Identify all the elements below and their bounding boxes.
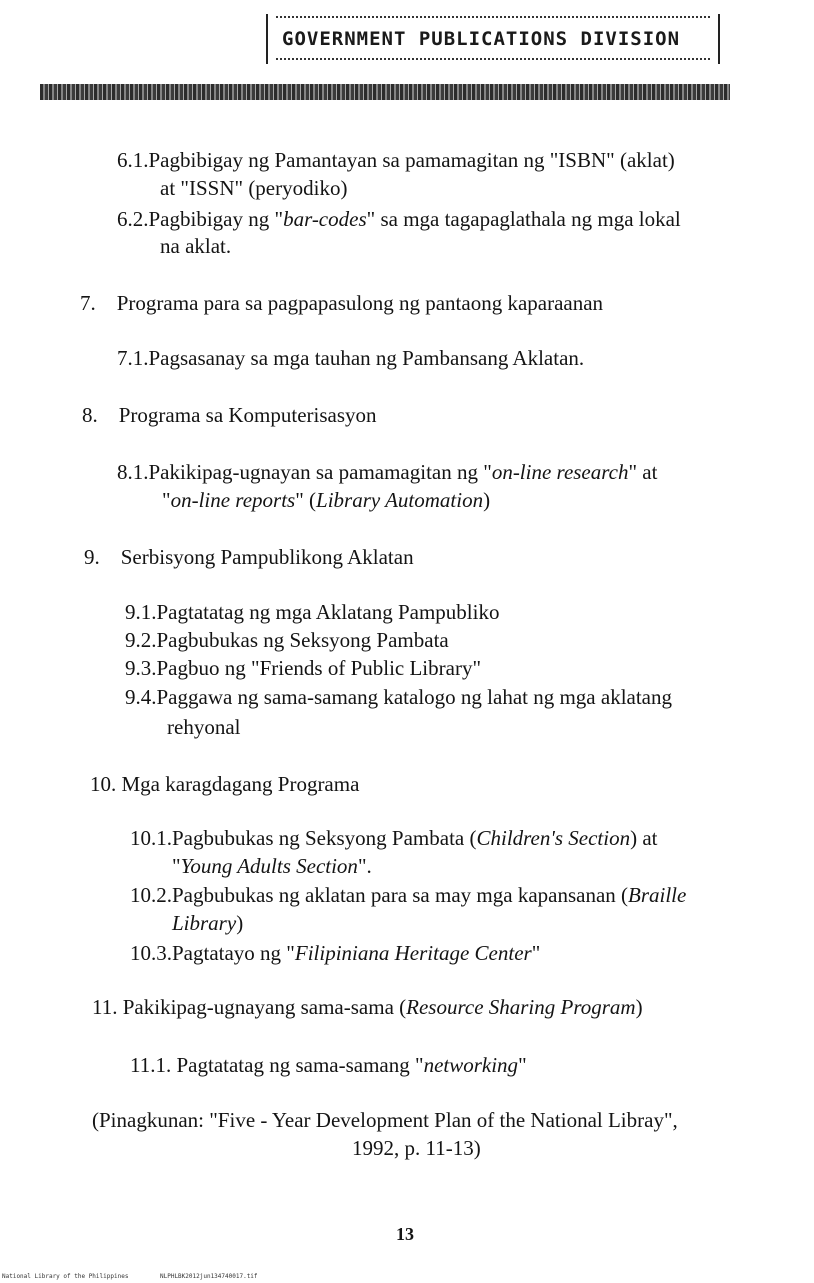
item-text: Pagbubukas ng Seksyong Pambata ( — [172, 826, 477, 850]
item-9-2 — [125, 627, 449, 653]
item-number: 9.3. — [125, 656, 157, 680]
item-text-italic: on-line research — [491, 460, 629, 484]
item-10-1 — [130, 825, 658, 851]
item-number: 10.1. — [130, 826, 172, 850]
government-publications-stamp — [266, 14, 720, 64]
item-8-1 — [117, 459, 657, 485]
item-6-1 — [117, 147, 675, 173]
item-text-italic: networking — [423, 1053, 519, 1077]
item-10-2-cont — [172, 910, 243, 936]
item-number: 8.1. — [117, 460, 149, 484]
stamp-top-rule — [276, 16, 710, 18]
item-text-italic: Resource Sharing Program — [406, 995, 636, 1019]
item-text: " at — [628, 460, 658, 484]
stamp-bottom-rule — [276, 58, 710, 60]
item-number: 11. — [92, 995, 118, 1019]
item-number: 10.3. — [130, 941, 172, 965]
item-text-italic: on-line reports — [170, 488, 296, 512]
item-number: 7.1. — [117, 346, 149, 370]
item-text-italic: Young Adults Section — [180, 854, 358, 878]
item-number: 10.2. — [130, 883, 172, 907]
item-text-italic: Library — [172, 911, 237, 935]
item-text-italic: Filipiniana Heritage Center — [294, 941, 532, 965]
item-text: Pagtatatag ng sama-samang " — [176, 1053, 424, 1077]
item-number: 7. — [80, 291, 96, 315]
item-text: ) — [483, 488, 491, 512]
item-text: Programa sa Komputerisasyon — [118, 403, 377, 427]
item-text: ) at — [630, 826, 658, 850]
item-text: Pakikipag-ugnayang sama-sama ( — [122, 995, 407, 1019]
item-text: ) — [236, 911, 244, 935]
item-text: Programa para sa pagpapasulong ng pantaong kaparaanan — [116, 291, 604, 315]
source-citation-line-1 — [92, 1107, 678, 1133]
item-text: na aklat. — [160, 234, 232, 258]
item-text: Paggawa ng sama-samang katalogo ng lahat ng mga aklatang — [156, 685, 673, 709]
item-text: Pagsasanay sa mga tauhan ng Pambansang Aklatan. — [148, 346, 585, 370]
source-text: 1992, p. 11-13) — [352, 1136, 481, 1160]
item-text: Mga karagdagang Programa — [121, 772, 360, 796]
item-text: Pagbubukas ng aklatan para sa may mga kapansanan ( — [172, 883, 629, 907]
item-10-3 — [130, 940, 540, 966]
item-text: Serbisyong Pampublikong Aklatan — [120, 545, 414, 569]
item-6-2 — [117, 206, 681, 232]
item-text-italic: Children's Section — [476, 826, 631, 850]
item-text: rehyonal — [167, 715, 241, 739]
item-9-3 — [125, 655, 481, 681]
item-10-1-cont — [172, 853, 372, 879]
item-number: 9.1. — [125, 600, 157, 624]
item-text-italic: Braille — [628, 883, 687, 907]
item-text: " — [518, 1053, 527, 1077]
footer-file-name: NLPHLBK2012jun134740017.tif — [160, 1273, 258, 1280]
page-number: 13 — [396, 1224, 414, 1244]
item-7-1 — [117, 345, 584, 371]
item-text: ". — [357, 854, 372, 878]
item-text-italic: Library Automation — [316, 488, 484, 512]
item-text: " — [172, 854, 181, 878]
item-text: " — [162, 488, 171, 512]
item-number: 6.1. — [117, 148, 149, 172]
scan-noise-band — [40, 84, 730, 100]
item-8-1-cont — [162, 487, 490, 513]
item-8 — [82, 402, 377, 428]
item-text: ) — [635, 995, 643, 1019]
item-text: Pagbubukas ng Seksyong Pambata — [156, 628, 449, 652]
item-text: Pagbuo ng "Friends of Public Library" — [156, 656, 482, 680]
item-text: " ( — [295, 488, 317, 512]
item-10 — [90, 771, 359, 797]
item-6-1-cont — [160, 175, 347, 201]
item-text: Pagbibigay ng " — [148, 207, 284, 231]
item-text: Pakikipag-ugnayan sa pamamagitan ng " — [148, 460, 492, 484]
item-6-2-cont — [160, 233, 231, 259]
source-citation-line-2 — [352, 1135, 481, 1161]
item-7 — [80, 290, 603, 316]
item-9 — [84, 544, 414, 570]
item-9-1 — [125, 599, 499, 625]
item-number: 8. — [82, 403, 98, 427]
item-number: 11.1. — [130, 1053, 172, 1077]
item-9-4-cont — [167, 714, 240, 740]
stamp-label: GOVERNMENT PUBLICATIONS DIVISION — [282, 28, 681, 50]
item-text: " sa mga tagapaglathala ng mga lokal — [366, 207, 681, 231]
item-text: at "ISSN" (peryodiko) — [160, 176, 348, 200]
item-number: 6.2. — [117, 207, 149, 231]
item-text-italic: bar-codes — [283, 207, 367, 231]
item-10-2 — [130, 882, 686, 908]
item-text: Pagtatayo ng " — [172, 941, 295, 965]
item-number: 9. — [84, 545, 100, 569]
source-text: (Pinagkunan: "Five - Year Development Plan of the National Libray", — [92, 1108, 678, 1132]
item-number: 9.4. — [125, 685, 157, 709]
item-11-1 — [130, 1052, 527, 1078]
item-text: Pagbibigay ng Pamantayan sa pamamagitan ng "ISBN" (aklat) — [148, 148, 675, 172]
item-9-4 — [125, 684, 672, 710]
footer-library-name: National Library of the Philippines — [2, 1273, 129, 1280]
item-text: " — [531, 941, 541, 965]
item-text: Pagtatatag ng mga Aklatang Pampubliko — [156, 600, 500, 624]
item-11 — [92, 994, 643, 1020]
item-number: 9.2. — [125, 628, 157, 652]
item-number: 10. — [90, 772, 117, 796]
